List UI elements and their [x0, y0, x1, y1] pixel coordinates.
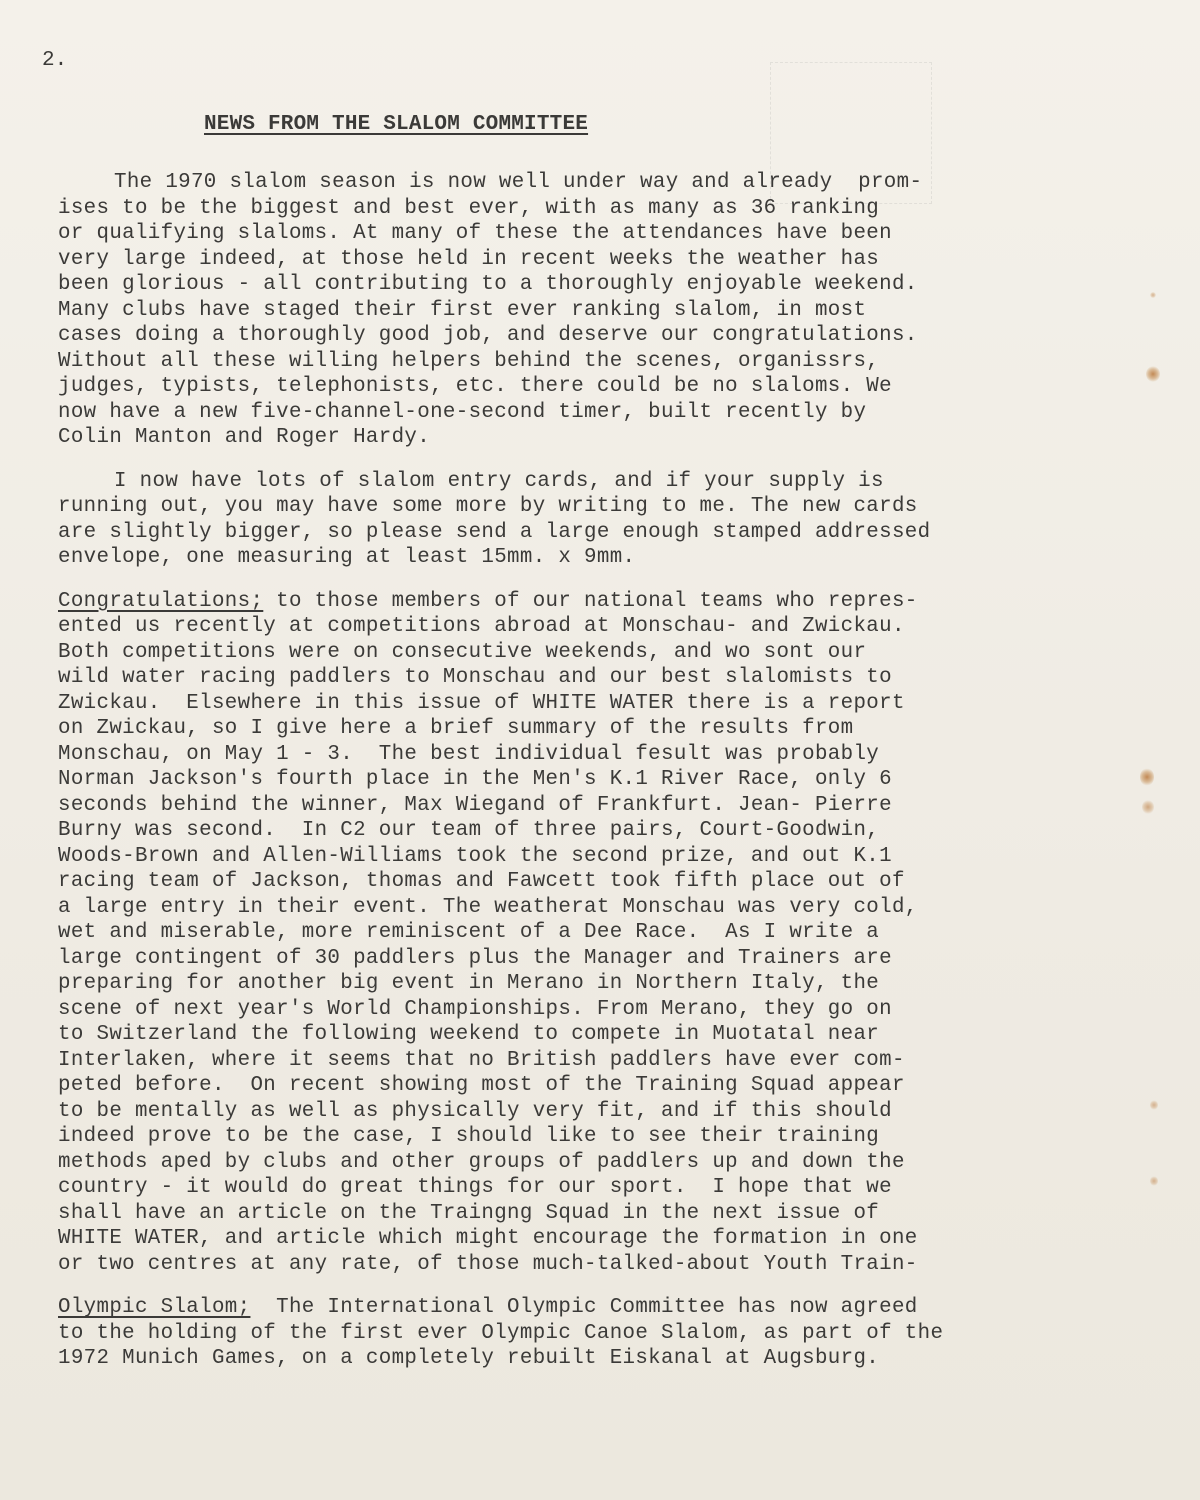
- text-line: 1972 Munich Games, on a completely rebuilt Eiskanal at Augsburg.: [58, 1347, 880, 1370]
- text-line: a large entry in their event. The weatherat Monschau was very cold,: [58, 895, 918, 919]
- text-line: Many clubs have staged their first ever ranking slalom, in most: [58, 298, 867, 322]
- text-line: [58, 1295, 1138, 1321]
- text-line: or qualifying slaloms. At many of these the attendances have been: [58, 222, 892, 245]
- text-line: cases doing a thoroughly good job, and deserve our congratulations.: [58, 324, 918, 347]
- text-line: racing team of Jackson, thomas and Fawcett took fifth place out of: [58, 870, 905, 893]
- section-lead-label: Olympic Slalom;: [58, 1296, 251, 1319]
- text-line: Both competitions were on consecutive weekends, and wo sont our: [58, 640, 867, 664]
- text-line: [58, 589, 1138, 615]
- text-line: seconds behind the winner, Max Wiegand of Frankfurt. Jean- Pierre: [58, 793, 892, 817]
- text-line: methods aped by clubs and other groups of paddlers up and down the: [58, 1150, 905, 1174]
- text-line: envelope, one measuring at least 15mm. x 9mm.: [58, 546, 636, 569]
- rust-stain: [1150, 292, 1156, 298]
- text-line: WHITE WATER, and article which might encourage the formation in one: [58, 1227, 918, 1250]
- text-line: to Switzerland the following weekend to compete in Muotatal near: [58, 1023, 880, 1046]
- text-line: to be mentally as well as physically very fit, and if this should: [58, 1099, 892, 1123]
- text-line: indeed prove to be the case, I should like to see their training: [58, 1125, 880, 1148]
- text-line: country - it would do great things for our sport. I hope that we: [58, 1176, 892, 1199]
- text-line: running out, you may have some more by writing to me. The new cards: [58, 495, 918, 518]
- page-number: 2.: [42, 49, 68, 72]
- text-line: peted before. On recent showing most of the Training Squad appear: [58, 1074, 905, 1097]
- paragraph-olympic-slalom: [58, 1295, 1138, 1372]
- text-line: or two centres at any rate, of those much-talked-about Youth Train-: [58, 1252, 918, 1276]
- paragraph-congratulations: [58, 589, 1138, 1278]
- text-line: wild water racing paddlers to Monschau and our best slalomists to: [58, 666, 892, 689]
- text-line: The 1970 slalom season is now well under way and already prom-: [114, 171, 923, 194]
- text-line: are slightly bigger, so please send a large enough stamped addressed: [58, 520, 931, 544]
- text-line-rest: to those members of our national teams who repres-: [263, 589, 918, 613]
- text-line: Monschau, on May 1 - 3. The best individual fesult was probably: [58, 742, 880, 766]
- text-line: Interlaken, where it seems that no British paddlers have ever com-: [58, 1048, 905, 1072]
- text-line: I now have lots of slalom entry cards, and if your supply is: [114, 469, 884, 493]
- rust-stain: [1142, 800, 1154, 814]
- rust-stain: [1146, 366, 1160, 382]
- text-line: very large indeed, at those held in recent weeks the weather has: [58, 247, 880, 271]
- text-line: scene of next year's World Championships. From Merano, they go on: [58, 997, 892, 1021]
- rust-stain: [1140, 768, 1154, 786]
- text-line: Burny was second. In C2 our team of three pairs, Court-Goodwin,: [58, 819, 880, 842]
- text-line: Colin Manton and Roger Hardy.: [58, 426, 431, 449]
- text-line: Woods-Brown and Allen-Williams took the second prize, and out K.1: [58, 844, 892, 868]
- text-line-rest: The International Olympic Committee has now agreed: [250, 1296, 918, 1319]
- rust-stain: [1150, 1100, 1158, 1110]
- article-title: NEWS FROM THE SLALOM COMMITTEE: [204, 113, 589, 136]
- text-line: Norman Jackson's fourth place in the Men's K.1 River Race, only 6: [58, 768, 892, 791]
- text-line: been glorious - all contributing to a thoroughly enjoyable weekend.: [58, 273, 918, 296]
- article-body: [58, 170, 1138, 1390]
- paragraph-entry-cards: [58, 469, 1138, 571]
- text-line: now have a new five-channel-one-second timer, built recently by: [58, 400, 867, 424]
- text-line: on Zwickau, so I give here a brief summary of the results from: [58, 717, 854, 740]
- text-line: Zwickau. Elsewhere in this issue of WHITE WATER there is a report: [58, 691, 905, 715]
- text-line: ented us recently at competitions abroad at Monschau- and Zwickau.: [58, 615, 905, 638]
- section-lead-label: Congratulations;: [58, 589, 264, 613]
- rust-stain: [1150, 1176, 1158, 1186]
- text-line: large contingent of 30 paddlers plus the Manager and Trainers are: [58, 946, 892, 970]
- text-line: preparing for another big event in Merano in Northern Italy, the: [58, 972, 880, 995]
- text-line: ises to be the biggest and best ever, with as many as 36 ranking: [58, 196, 880, 220]
- text-line: Without all these willing helpers behind the scenes, organissrs,: [58, 349, 880, 373]
- text-line: to the holding of the first ever Olympic Canoe Slalom, as part of the: [58, 1321, 944, 1345]
- text-line: wet and miserable, more reminiscent of a Dee Race. As I write a: [58, 921, 880, 944]
- text-line: judges, typists, telephonists, etc. there could be no slaloms. We: [58, 375, 892, 398]
- paragraph-season-intro: [58, 170, 1138, 451]
- text-line: shall have an article on the Traingng Squad in the next issue of: [58, 1201, 880, 1225]
